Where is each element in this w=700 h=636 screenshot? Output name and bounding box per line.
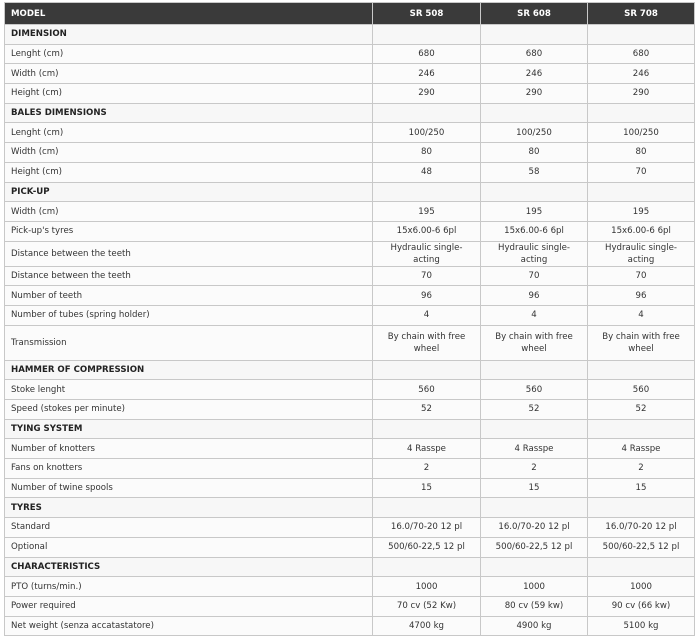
section-empty-cell <box>588 498 695 518</box>
row-value-sr708: 2 <box>588 459 695 479</box>
section-empty-cell <box>373 498 481 518</box>
section-empty-cell <box>481 498 588 518</box>
row-value-sr508: 246 <box>373 64 481 84</box>
table-row <box>5 162 695 182</box>
row-label: Width (cm) <box>5 64 373 84</box>
row-value-sr508: 4700 kg <box>373 616 481 636</box>
row-value-sr508: 96 <box>373 286 481 306</box>
table-row <box>5 380 695 400</box>
row-label: Optional <box>5 537 373 557</box>
row-label: Standard <box>5 518 373 538</box>
row-value-sr708: 52 <box>588 400 695 420</box>
row-label: Number of tubes (spring holder) <box>5 305 373 325</box>
table-row <box>5 202 695 222</box>
table-header-row <box>5 3 695 25</box>
table-row <box>5 64 695 84</box>
row-label: Stoke lenght <box>5 380 373 400</box>
section-header-row <box>5 103 695 123</box>
row-value-sr508: 48 <box>373 162 481 182</box>
row-value-sr708: 70 <box>588 266 695 286</box>
section-empty-cell <box>373 25 481 45</box>
row-value-sr608: 4 <box>481 305 588 325</box>
section-empty-cell <box>588 182 695 202</box>
row-value-sr708: Hydraulic single-acting <box>588 241 695 266</box>
row-label: Speed (stokes per minute) <box>5 400 373 420</box>
section-empty-cell <box>481 182 588 202</box>
row-value-sr708: By chain with free wheel <box>588 325 695 360</box>
row-value-sr508: 15x6.00-6 6pl <box>373 221 481 241</box>
row-value-sr708: 680 <box>588 44 695 64</box>
row-value-sr508: 4 Rasspe <box>373 439 481 459</box>
section-header-row <box>5 25 695 45</box>
row-value-sr608: By chain with free wheel <box>481 325 588 360</box>
row-value-sr608: 2 <box>481 459 588 479</box>
row-value-sr508: 80 <box>373 143 481 163</box>
row-value-sr608: 52 <box>481 400 588 420</box>
row-value-sr608: 58 <box>481 162 588 182</box>
row-label: Height (cm) <box>5 84 373 104</box>
row-label: Pick-up's tyres <box>5 221 373 241</box>
row-label: Distance between the teeth <box>5 241 373 266</box>
row-value-sr708: 4 <box>588 305 695 325</box>
row-value-sr708: 96 <box>588 286 695 306</box>
table-row <box>5 478 695 498</box>
section-title: TYRES <box>5 498 373 518</box>
row-value-sr708: 5100 kg <box>588 616 695 636</box>
row-value-sr708: 70 <box>588 162 695 182</box>
table-row <box>5 577 695 597</box>
row-value-sr608: 96 <box>481 286 588 306</box>
row-label: Number of twine spools <box>5 478 373 498</box>
row-value-sr508: 16.0/70-20 12 pl <box>373 518 481 538</box>
row-value-sr508: 52 <box>373 400 481 420</box>
section-title: BALES DIMENSIONS <box>5 103 373 123</box>
table-row <box>5 143 695 163</box>
header-model-label: MODEL <box>5 3 373 25</box>
row-value-sr608: Hydraulic single-acting <box>481 241 588 266</box>
section-empty-cell <box>373 557 481 577</box>
row-value-sr508: 4 <box>373 305 481 325</box>
table-row <box>5 596 695 616</box>
row-value-sr608: 15 <box>481 478 588 498</box>
section-header-row <box>5 498 695 518</box>
table-row <box>5 44 695 64</box>
row-value-sr508: 290 <box>373 84 481 104</box>
row-value-sr508: 70 <box>373 266 481 286</box>
table-row <box>5 400 695 420</box>
row-value-sr608: 70 <box>481 266 588 286</box>
header-model-sr508: SR 508 <box>373 3 481 25</box>
row-value-sr608: 80 <box>481 143 588 163</box>
section-empty-cell <box>588 360 695 380</box>
row-value-sr508: Hydraulic single-acting <box>373 241 481 266</box>
section-empty-cell <box>588 25 695 45</box>
section-empty-cell <box>373 103 481 123</box>
section-header-row <box>5 419 695 439</box>
table-row <box>5 537 695 557</box>
row-value-sr708: 246 <box>588 64 695 84</box>
section-empty-cell <box>588 419 695 439</box>
table-row <box>5 221 695 241</box>
row-label: Number of teeth <box>5 286 373 306</box>
row-value-sr708: 15x6.00-6 6pl <box>588 221 695 241</box>
table-row <box>5 305 695 325</box>
section-title: PICK-UP <box>5 182 373 202</box>
row-value-sr708: 90 cv (66 kw) <box>588 596 695 616</box>
row-label: Lenght (cm) <box>5 123 373 143</box>
table-row <box>5 459 695 479</box>
header-model-sr708: SR 708 <box>588 3 695 25</box>
row-value-sr608: 15x6.00-6 6pl <box>481 221 588 241</box>
row-value-sr608: 290 <box>481 84 588 104</box>
section-header-row <box>5 557 695 577</box>
section-empty-cell <box>588 557 695 577</box>
row-value-sr508: 100/250 <box>373 123 481 143</box>
row-value-sr508: 1000 <box>373 577 481 597</box>
section-empty-cell <box>481 25 588 45</box>
row-value-sr708: 80 <box>588 143 695 163</box>
row-value-sr708: 4 Rasspe <box>588 439 695 459</box>
section-empty-cell <box>481 360 588 380</box>
row-value-sr508: By chain with free wheel <box>373 325 481 360</box>
header-model-sr608: SR 608 <box>481 3 588 25</box>
row-value-sr708: 16.0/70-20 12 pl <box>588 518 695 538</box>
table-row <box>5 241 695 266</box>
section-title: DIMENSION <box>5 25 373 45</box>
row-value-sr608: 500/60-22,5 12 pl <box>481 537 588 557</box>
row-value-sr608: 80 cv (59 kw) <box>481 596 588 616</box>
row-value-sr608: 195 <box>481 202 588 222</box>
row-value-sr708: 195 <box>588 202 695 222</box>
section-empty-cell <box>481 557 588 577</box>
section-empty-cell <box>373 360 481 380</box>
row-value-sr508: 500/60-22,5 12 pl <box>373 537 481 557</box>
row-value-sr608: 100/250 <box>481 123 588 143</box>
table-row <box>5 266 695 286</box>
row-label: Distance between the teeth <box>5 266 373 286</box>
row-label: Height (cm) <box>5 162 373 182</box>
specifications-table <box>4 2 695 636</box>
section-empty-cell <box>373 182 481 202</box>
section-header-row <box>5 360 695 380</box>
section-empty-cell <box>373 419 481 439</box>
row-value-sr508: 680 <box>373 44 481 64</box>
row-value-sr508: 15 <box>373 478 481 498</box>
row-value-sr508: 70 cv (52 Kw) <box>373 596 481 616</box>
row-value-sr608: 246 <box>481 64 588 84</box>
row-label: Transmission <box>5 325 373 360</box>
row-label: Lenght (cm) <box>5 44 373 64</box>
row-value-sr708: 15 <box>588 478 695 498</box>
row-value-sr608: 4 Rasspe <box>481 439 588 459</box>
row-label: Net weight (senza accatastatore) <box>5 616 373 636</box>
row-value-sr508: 560 <box>373 380 481 400</box>
row-label: Width (cm) <box>5 202 373 222</box>
row-label: Number of knotters <box>5 439 373 459</box>
row-value-sr608: 16.0/70-20 12 pl <box>481 518 588 538</box>
row-label: Fans on knotters <box>5 459 373 479</box>
table-row <box>5 325 695 360</box>
section-empty-cell <box>481 419 588 439</box>
table-body <box>5 25 695 636</box>
table-row <box>5 123 695 143</box>
section-title: TYING SYSTEM <box>5 419 373 439</box>
section-header-row <box>5 182 695 202</box>
table-row <box>5 286 695 306</box>
row-value-sr708: 290 <box>588 84 695 104</box>
row-value-sr508: 2 <box>373 459 481 479</box>
row-value-sr508: 195 <box>373 202 481 222</box>
row-label: PTO (turns/min.) <box>5 577 373 597</box>
row-label: Width (cm) <box>5 143 373 163</box>
table-row <box>5 84 695 104</box>
row-value-sr608: 680 <box>481 44 588 64</box>
table-row <box>5 518 695 538</box>
section-empty-cell <box>481 103 588 123</box>
row-value-sr708: 500/60-22,5 12 pl <box>588 537 695 557</box>
row-value-sr608: 4900 kg <box>481 616 588 636</box>
row-value-sr708: 100/250 <box>588 123 695 143</box>
row-value-sr608: 560 <box>481 380 588 400</box>
row-value-sr708: 560 <box>588 380 695 400</box>
row-label: Power required <box>5 596 373 616</box>
row-value-sr608: 1000 <box>481 577 588 597</box>
row-value-sr708: 1000 <box>588 577 695 597</box>
section-title: HAMMER OF COMPRESSION <box>5 360 373 380</box>
section-title: CHARACTERISTICS <box>5 557 373 577</box>
section-empty-cell <box>588 103 695 123</box>
table-row <box>5 439 695 459</box>
